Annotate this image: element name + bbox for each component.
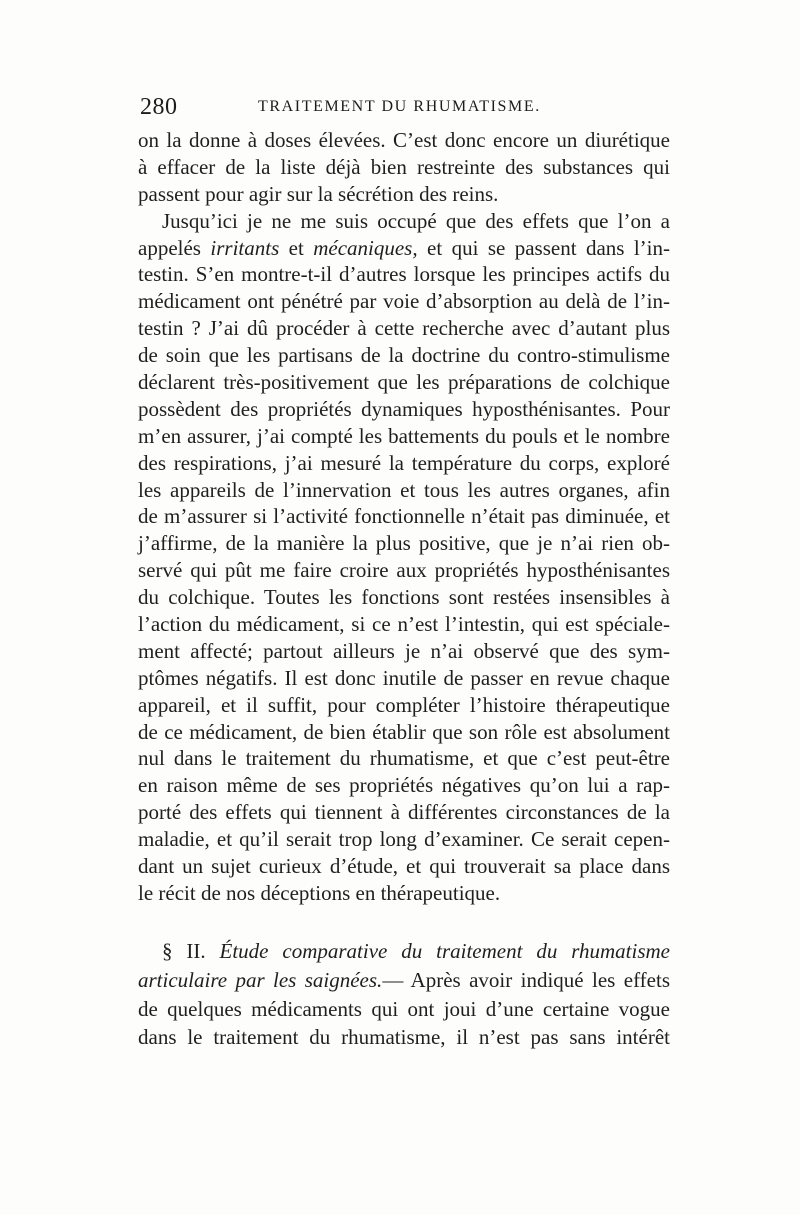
- text-line: dans le traitement du rhumatisme, il n’est pas sans intérêt: [138, 1025, 670, 1050]
- text-line: en raison même de ses propriétés négatives qu’on lui a rap-: [138, 773, 670, 798]
- running-head: TRAITEMENT DU RHUMATISME.: [258, 98, 541, 115]
- section-title-continued: articulaire par les saignées.: [138, 967, 383, 992]
- text-line: m’en assurer, j’ai compté les battements du pouls et le nombre: [138, 423, 670, 448]
- text-line: médicament ont pénétré par voie d’absorption au delà de l’in-: [138, 289, 670, 314]
- text-line: le récit de nos déceptions en thérapeutique.: [138, 880, 501, 905]
- page-number: 280: [140, 94, 178, 120]
- text-line: servé qui pût me faire croire aux propriétés hyposthénisantes: [138, 558, 670, 583]
- text-line: nul dans le traitement du rhumatisme, et que c’est peut-être: [138, 746, 670, 771]
- text-line: j’affirme, de la manière la plus positive, que je n’ai rien ob-: [138, 531, 670, 556]
- text-line: du colchique. Toutes les fonctions sont restées insensibles à: [138, 585, 670, 610]
- text-line: de quelques médicaments qui ont joui d’une certaine vogue: [138, 996, 670, 1021]
- text-line: des respirations, j’ai mesuré la température du corps, exploré: [138, 450, 670, 475]
- text-line: appareil, et il suffit, pour compléter l’histoire thérapeutique: [138, 692, 670, 717]
- italic-term: irritants: [210, 235, 280, 260]
- section-title: Étude comparative du traitement du rhumatisme: [219, 939, 670, 963]
- text-line: maladie, et qu’il serait trop long d’examiner. Ce serait cepen-: [138, 827, 670, 852]
- italic-term: mécaniques,: [313, 235, 418, 260]
- text-line: dant un sujet curieux d’étude, et qui trouverait sa place dans: [138, 854, 670, 879]
- text-line: possèdent des propriétés dynamiques hyposthénisantes. Pour: [138, 396, 670, 421]
- text-run: et qui se passent dans l’in-: [417, 235, 670, 260]
- page-header: [138, 94, 668, 124]
- text-line: de m’assurer si l’activité fonctionnelle n’était pas diminuée, et: [138, 504, 670, 529]
- text-line: [138, 235, 670, 262]
- paragraph-1: [138, 127, 670, 208]
- text-line: ptômes négatifs. Il est donc inutile de passer en revue chaque: [138, 665, 670, 690]
- section-2: [138, 937, 670, 1052]
- body-text: [138, 127, 670, 907]
- text-line: les appareils de l’innervation et tous les autres organes, afin: [138, 477, 670, 502]
- text-line: à effacer de la liste déjà bien restreinte des substances qui: [138, 154, 670, 179]
- text-line: on la donne à doses élevées. C’est donc encore un diurétique: [138, 128, 670, 152]
- text-run: et: [279, 235, 314, 260]
- text-line: de soin que les partisans de la doctrine du contro-stimulisme: [138, 343, 670, 368]
- text-line: Jusqu’ici je ne me suis occupé que des effets que l’on a: [162, 208, 670, 233]
- text-line: [138, 966, 670, 995]
- text-line: de ce médicament, de bien établir que son rôle est absolument: [138, 719, 670, 744]
- text-line: déclarent très-positivement que les préparations de colchique: [138, 370, 670, 395]
- text-line: l’action du médicament, si ce n’est l’intestin, qui est spéciale-: [138, 612, 670, 637]
- text-run: appelés: [138, 235, 211, 260]
- text-line: porté des effets qui tiennent à différentes circonstances de la: [138, 800, 670, 825]
- text-run: — Après avoir indiqué les effets: [382, 967, 670, 992]
- text-line: passent pour agir sur la sécrétion des reins.: [138, 181, 499, 206]
- section-mark: § II.: [162, 939, 220, 963]
- text-line: ment affecté; partout ailleurs je n’ai observé que des sym-: [138, 638, 670, 663]
- text-line: testin. S’en montre-t-il d’autres lorsque les principes actifs du: [138, 262, 670, 287]
- text-line: testin ? J’ai dû procéder à cette recherche avec d’autant plus: [138, 316, 670, 341]
- section-heading-line: [138, 937, 670, 966]
- paragraph-2: [138, 208, 670, 907]
